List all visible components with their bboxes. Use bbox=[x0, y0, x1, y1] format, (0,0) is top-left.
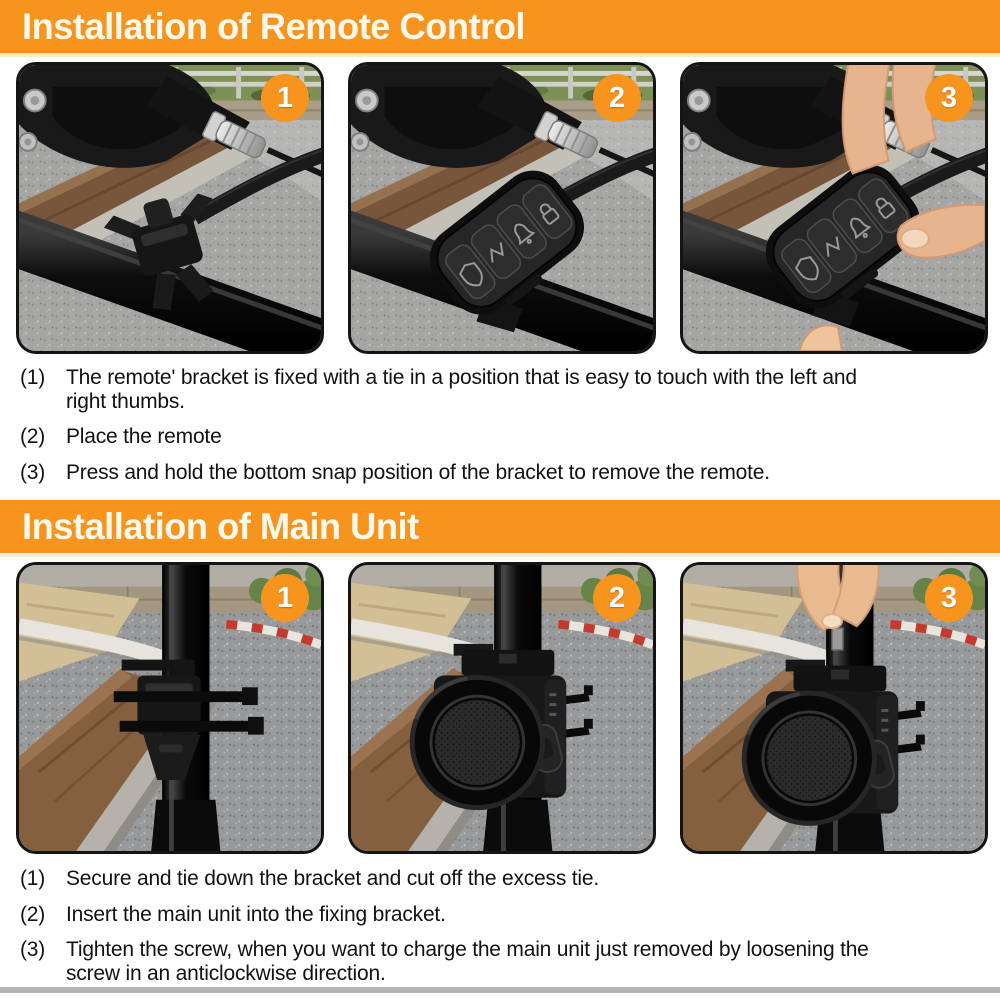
banner-main-unit-title: Installation of Main Unit bbox=[22, 505, 419, 547]
main-unit-instructions bbox=[0, 854, 1000, 1001]
instruction-item bbox=[20, 425, 980, 449]
section-main-unit bbox=[0, 500, 1000, 1001]
instruction-number: (3) bbox=[20, 938, 46, 961]
photo-remote-step2 bbox=[348, 62, 656, 354]
photo-main-unit-step3 bbox=[680, 562, 988, 854]
step-badge: 1 bbox=[261, 574, 309, 622]
step-badge: 1 bbox=[261, 74, 309, 122]
instruction-text: Tighten the screw, when you want to charge the main unit just removed by loosening the screw in an anticlockwise direction. bbox=[66, 938, 869, 985]
instruction-number: (2) bbox=[20, 425, 46, 448]
instruction-text: Place the remote bbox=[66, 425, 222, 448]
main-unit-photo-row bbox=[0, 557, 1000, 854]
instruction-number: (1) bbox=[20, 366, 46, 389]
banner-main-unit bbox=[0, 500, 1000, 557]
cropped-next-section-strip bbox=[0, 987, 1000, 993]
instruction-number: (2) bbox=[20, 902, 46, 926]
photo-main-unit-step2 bbox=[348, 562, 656, 854]
section-remote-control bbox=[0, 0, 1000, 500]
instruction-text: Press and hold the bottom snap position of the bracket to remove the remote. bbox=[66, 460, 770, 484]
photo-remote-step3 bbox=[680, 62, 988, 354]
instruction-item bbox=[20, 366, 980, 413]
screw-illustration bbox=[832, 628, 843, 650]
banner-remote-control bbox=[0, 0, 1000, 57]
remote-photo-row bbox=[0, 57, 1000, 354]
photo-main-unit-step1 bbox=[16, 562, 324, 854]
instruction-text: Insert the main unit into the fixing bracket. bbox=[66, 902, 446, 926]
instruction-item bbox=[20, 938, 980, 985]
instruction-text: Secure and tie down the bracket and cut off the excess tie. bbox=[66, 867, 599, 890]
step-badge: 3 bbox=[925, 74, 973, 122]
instruction-number: (3) bbox=[20, 460, 46, 484]
photo-remote-step1 bbox=[16, 62, 324, 354]
instruction-number: (1) bbox=[20, 867, 46, 890]
step-badge: 2 bbox=[593, 574, 641, 622]
remote-instructions bbox=[0, 354, 1000, 500]
instruction-item bbox=[20, 867, 980, 891]
instruction-item bbox=[20, 903, 980, 927]
instruction-item bbox=[20, 461, 980, 485]
step-badge: 2 bbox=[593, 74, 641, 122]
step-badge: 3 bbox=[925, 574, 973, 622]
instruction-text: The remote' bracket is fixed with a tie in a position that is easy to touch with the left and right thumbs. bbox=[66, 366, 857, 413]
banner-remote-control-title: Installation of Remote Control bbox=[22, 5, 526, 47]
